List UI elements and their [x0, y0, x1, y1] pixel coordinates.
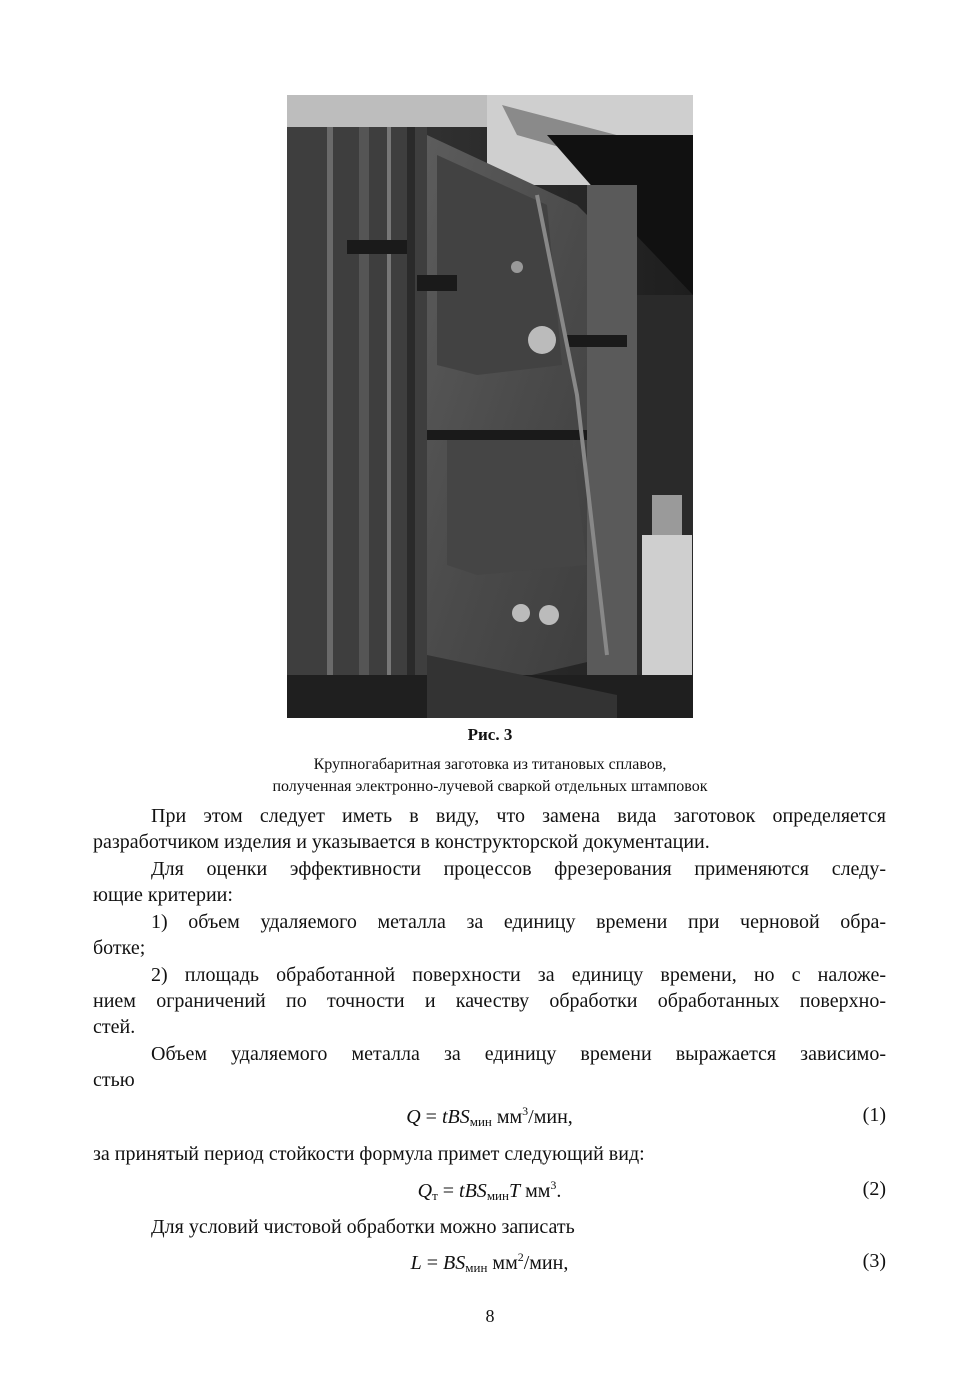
- text-line: 2) площадь обработанной поверхности за единицу времени, но с наложе-: [151, 964, 886, 986]
- figure-caption-line-2: полученная электронно-лучевой сваркой отдельных штамповок: [272, 778, 708, 795]
- text-line: разработчиком изделия и указывается в конструкторской документации.: [93, 831, 710, 853]
- text-line: При этом следует иметь в виду, что замена вида заготовок определяется: [151, 805, 886, 827]
- formula-expression: $L = BS_{мин}$ $мм^2$/мин,: [410, 1250, 569, 1275]
- text-line: ботке;: [93, 937, 146, 959]
- text-line: Для условий чистовой обработки можно записать: [151, 1216, 575, 1238]
- text-line: нием ограничений по точности и качеству обработки обработанных поверхно-: [93, 990, 886, 1012]
- paragraph-7: [93, 1214, 886, 1240]
- formula-expression: Q = tBS$_{мин}$ $мм^3$/мин,: [406, 1104, 573, 1129]
- formula-2: [93, 1178, 886, 1204]
- formula-expression: $Q_т = tBS_{мин}T$ $мм^3$.: [417, 1178, 562, 1203]
- text-line: Объем удаляемого металла за единицу времени выражается зависимо-: [151, 1043, 886, 1065]
- paragraph-1: [93, 803, 886, 855]
- figure-number: Рис. 3: [467, 725, 513, 744]
- paragraph-6: [93, 1141, 886, 1167]
- formula-1: [93, 1104, 886, 1130]
- formula-number: (1): [862, 1104, 886, 1126]
- text-line: ющие критерии:: [93, 884, 233, 906]
- text-line: стей.: [93, 1016, 136, 1038]
- paragraph-4: [93, 962, 886, 1040]
- figure-caption-line-1: Крупногабаритная заготовка из титановых сплавов,: [313, 756, 667, 773]
- text-line: стью: [93, 1069, 135, 1091]
- paragraph-3: [93, 909, 886, 961]
- formula-number: (3): [862, 1250, 886, 1272]
- paragraph-2: [93, 856, 886, 908]
- formula-number: (2): [862, 1178, 886, 1200]
- text-line: Для оценки эффективности процессов фрезерования применяются следу-: [151, 858, 886, 880]
- text-line: за принятый период стойкости формула примет следующий вид:: [93, 1143, 645, 1165]
- page-number: 8: [485, 1306, 495, 1326]
- text-line: 1) объем удаляемого металла за единицу времени при черновой обра-: [151, 911, 886, 933]
- figure-photo: [287, 95, 693, 718]
- paragraph-5: [93, 1041, 886, 1093]
- titanium-workpiece-photo: [287, 95, 693, 718]
- formula-3: [93, 1250, 886, 1276]
